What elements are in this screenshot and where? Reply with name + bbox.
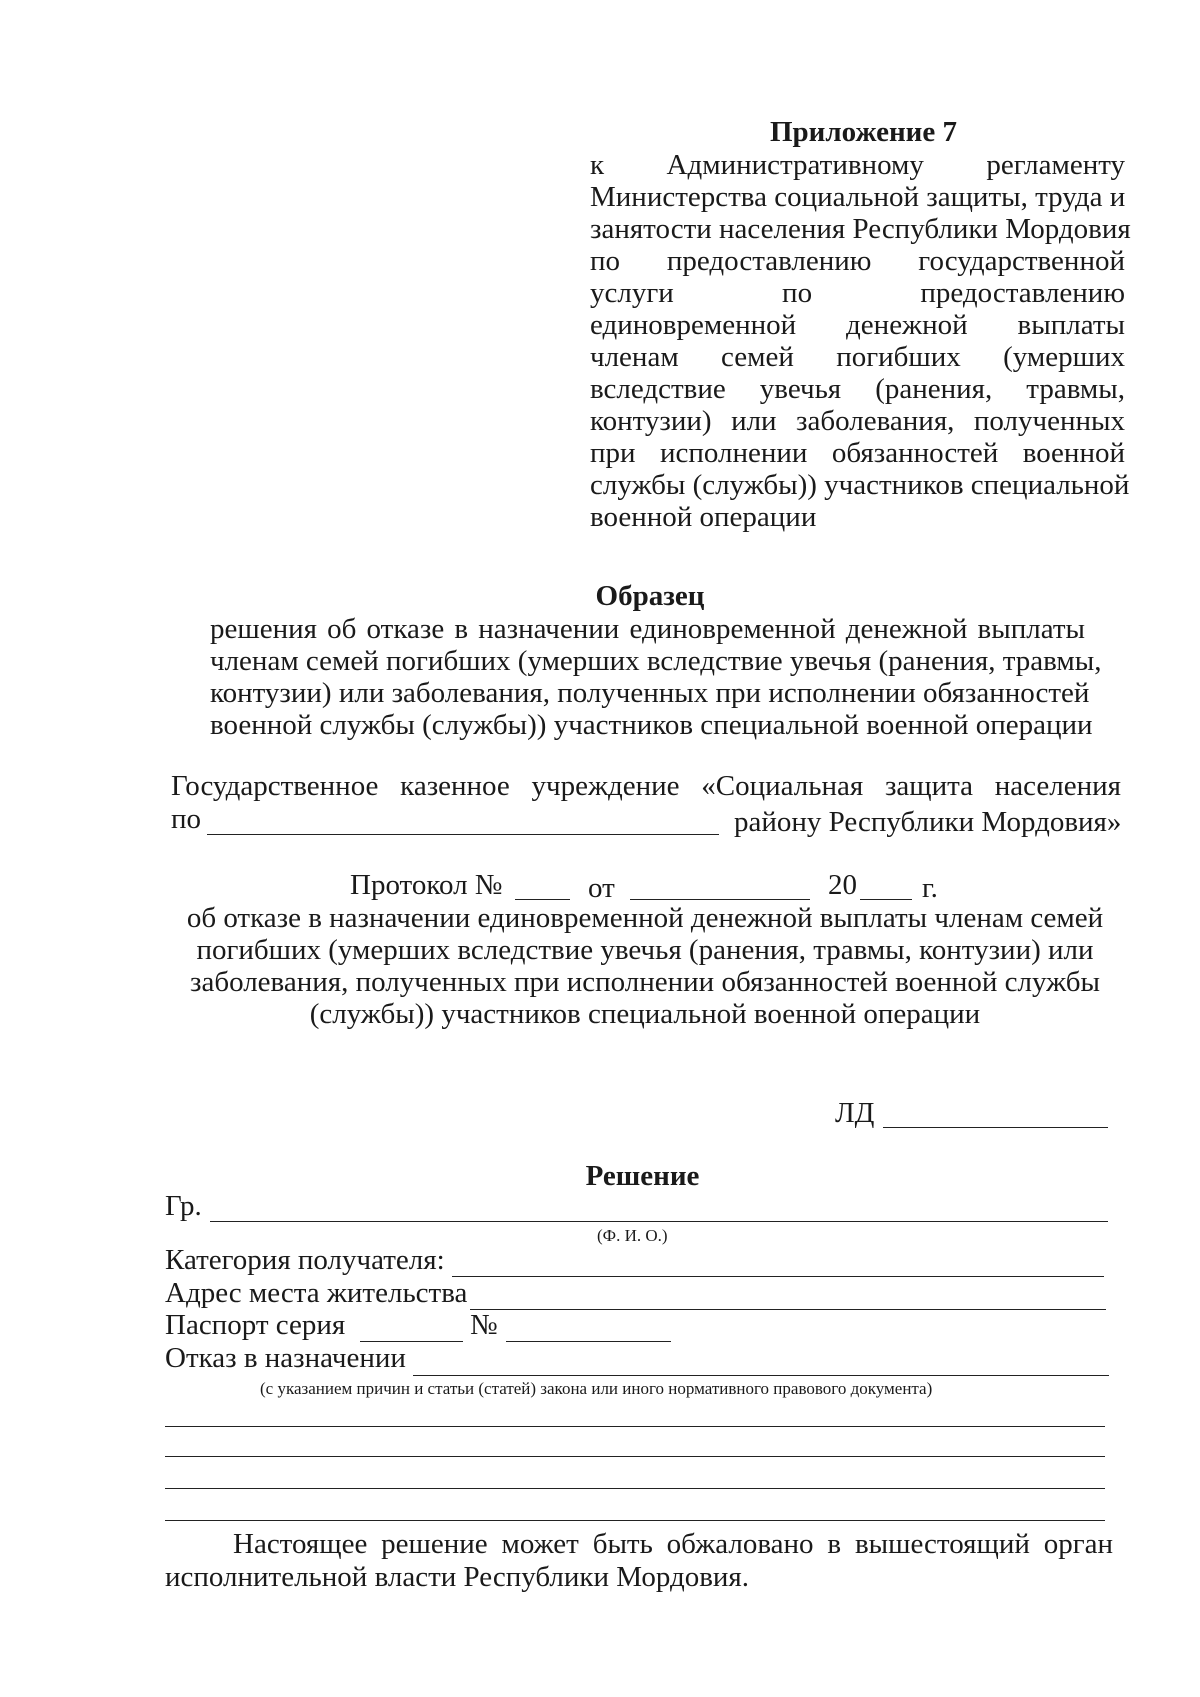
gr-label: Гр.	[165, 1190, 202, 1222]
category-blank	[452, 1276, 1104, 1277]
appendix-line: военной операции	[590, 501, 817, 533]
protocol-year-blank	[860, 899, 912, 900]
refusal-hint: (с указанием причин и статьи (статей) закона или иного нормативного правового документа)	[260, 1379, 933, 1398]
appendix-line: при исполнении обязанностей военной	[590, 437, 1125, 469]
institution-line1: Государственное казенное учреждение «Социальная защита населения	[171, 770, 1121, 802]
passport-number-blank	[506, 1341, 671, 1342]
institution-suffix: району Республики Мордовия»	[734, 806, 1122, 838]
institution-prefix: по	[171, 803, 202, 835]
protocol-year-suffix: г.	[922, 872, 938, 904]
protocol-description	[180, 902, 1110, 1030]
protocol-number-blank	[515, 899, 570, 900]
sample-line: членам семей погибших (умерших вследствие увечья (ранения, травмы,	[210, 645, 1102, 677]
refusal-blank	[413, 1375, 1109, 1376]
protocol-year-prefix: 20	[828, 869, 857, 901]
address-label: Адрес места жительства	[165, 1277, 468, 1309]
appendix-line: услуги по предоставлению	[590, 277, 1125, 309]
reason-line	[165, 1520, 1105, 1521]
district-blank	[207, 834, 719, 835]
appendix-line: по предоставлению государственной	[590, 245, 1125, 277]
footer-line2: исполнительной власти Республики Мордовия.	[165, 1561, 750, 1593]
reason-line	[165, 1426, 1105, 1427]
appendix-line: единовременной денежной выплаты	[590, 309, 1125, 341]
refusal-label: Отказ в назначении	[165, 1342, 406, 1374]
sample-heading: Образец	[595, 580, 705, 612]
appendix-line: к Административному регламенту	[590, 149, 1125, 181]
appendix-line: занятости населения Республики Мордовия	[590, 213, 1131, 245]
reason-line	[165, 1456, 1105, 1457]
appendix-title: Приложение 7	[770, 116, 957, 148]
appendix-line: контузии) или заболевания, полученных	[590, 405, 1125, 437]
ld-label: ЛД	[835, 1097, 875, 1129]
footer-line1: Настоящее решение может быть обжаловано в вышестоящий орган	[233, 1528, 1113, 1560]
protocol-label: Протокол №	[350, 869, 503, 901]
appendix-line: службы (службы)) участников специальной	[590, 469, 1130, 501]
appendix-line: вследствие увечья (ранения, травмы,	[590, 373, 1125, 405]
appendix-line: членам семей погибших (умерших	[590, 341, 1125, 373]
ld-blank	[883, 1127, 1108, 1128]
passport-number-label: №	[470, 1309, 498, 1341]
sample-line: решения об отказе в назначении единовременной денежной выплаты	[210, 613, 1085, 645]
protocol-line: погибших (умерших вследствие увечья (ранения, травмы, контузии) или	[196, 934, 1094, 966]
protocol-line: об отказе в назначении единовременной денежной выплаты членам семей	[186, 902, 1104, 934]
sample-line: военной службы (службы)) участников специальной военной операции	[210, 709, 1093, 741]
protocol-line: заболевания, полученных при исполнении обязанностей военной службы	[190, 966, 1100, 998]
protocol-line: (службы)) участников специальной военной операции	[309, 998, 981, 1030]
reason-line	[165, 1488, 1105, 1489]
fio-hint: (Ф. И. О.)	[597, 1226, 668, 1245]
protocol-date-blank	[630, 899, 810, 900]
protocol-from: от	[588, 872, 615, 904]
appendix-line: Министерства социальной защиты, труда и	[590, 181, 1126, 213]
sample-description	[210, 613, 1102, 741]
category-label: Категория получателя:	[165, 1244, 445, 1276]
address-blank	[470, 1309, 1106, 1310]
decision-heading: Решение	[585, 1160, 700, 1192]
appendix-reference	[590, 149, 1131, 533]
fio-blank	[210, 1221, 1108, 1222]
sample-line: контузии) или заболевания, полученных при исполнении обязанностей	[210, 677, 1090, 709]
passport-label: Паспорт серия	[165, 1309, 346, 1341]
